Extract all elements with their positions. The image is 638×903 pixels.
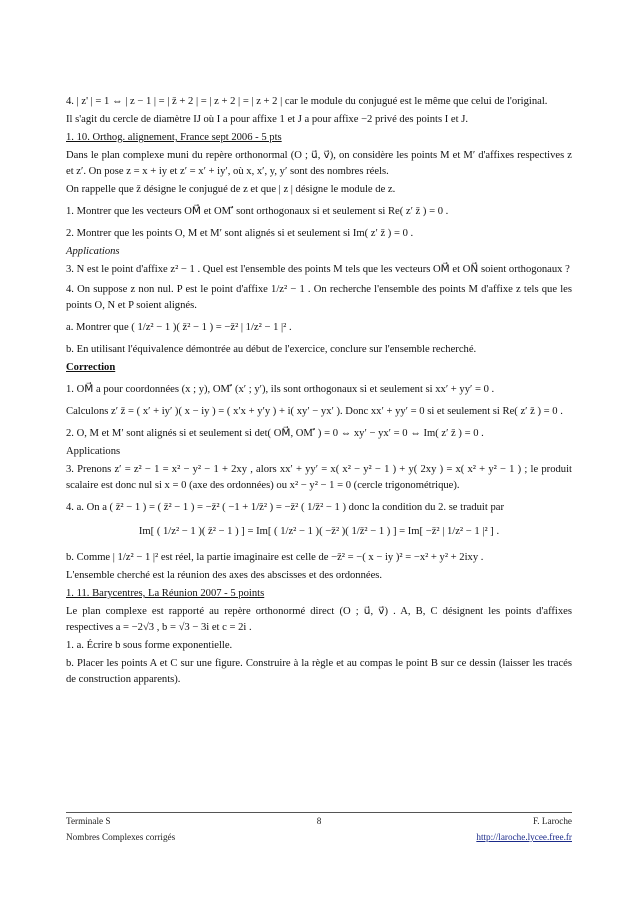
text-line: 4. | z' | = 1 ⇔ | z − 1 | = | z̄ + 2 | = | z + 2 | = | z + 2 | car le module du conjugué est le même que celui de l'original. xyxy=(66,96,548,107)
page-number: 8 xyxy=(316,816,322,826)
text-line: 3. Prenons z′ = z² − 1 = x² − y² − 1 + 2xy , alors xx′ + yy′ = x( x² − y² − 1 ) + y( 2xy ) = x( x² + y² − 1 ) ; le produit scalaire est donc nul si x = 0 (axe des ordonnées) ou x² − y² − 1 = 0 (cercle trigonométrique). xyxy=(66,464,572,491)
text-line: Calculons z′ z̄ = ( x′ + iy′ )( x − iy ) = ( x′x + y′y ) + i( xy′ − yx′ ). Donc xx′ + yy′ = 0 si et seulement si Re( z′ z̄ ) = 0 . xyxy=(66,406,563,417)
text-line: On rappelle que z̄ désigne le conjugué de z et que | z | désigne le module de z. xyxy=(66,184,396,195)
text-line: Il s'agit du cercle de diamètre IJ où I a pour affixe 1 et J a pour affixe −2 privé des points I et J. xyxy=(66,114,468,125)
text-line: 4. a. On a ( z̄² − 1 ) = ( z̄² − 1 ) = −z̄² ( −1 + 1/z̄² ) = −z̄² ( 1/z̄² − 1 ) donc la condition du 2. se traduit par xyxy=(66,502,504,513)
footer-top-row xyxy=(66,816,572,830)
correction-heading: Correction xyxy=(66,362,116,373)
question-line: 1. a. Écrire b sous forme exponentielle. xyxy=(66,640,233,651)
text-line: L'ensemble cherché est la réunion des axes des abscisses et des ordonnées. xyxy=(66,570,383,581)
question-line: 1. Montrer que les vecteurs OM⃗ et OM′⃗ sont orthogonaux si et seulement si Re( z′ z̄ ) = 0 . xyxy=(66,206,449,217)
question-line: a. Montrer que ( 1/z² − 1 )( z̄² − 1 ) = −z̄² | 1/z² − 1 |² . xyxy=(66,322,292,333)
question-line: 2. Montrer que les points O, M et M′ sont alignés si et seulement si Im( z′ z̄ ) = 0 . xyxy=(66,228,414,239)
text-line: Dans le plan complexe muni du repère orthonormal (O ; u⃗, v⃗), on considère les points M et M′ d'affixes respectives z et z′. On pose z = x + iy et z′ = x′ + iy′, où x, x′, y, y′ sont des nombres réels. xyxy=(66,150,572,177)
text-line: b. Comme | 1/z² − 1 |² est réel, la partie imaginaire est celle de −z̄² = −( x − iy )² = −x² + y² + 2ixy . xyxy=(66,552,484,563)
subsection-label: Applications xyxy=(66,446,121,457)
question-line: 4. On suppose z non nul. P est le point d'affixe 1/z² − 1 . On recherche l'ensemble des points M d'affixe z tels que les points O, N et P soient alignés. xyxy=(66,284,572,311)
subsection-label: Applications xyxy=(66,246,120,257)
footer-chapter-title: Nombres Complexes corrigés xyxy=(66,832,176,842)
display-equation: Im[ ( 1/z² − 1 )( z̄² − 1 ) ] = Im[ ( 1/z² − 1 )( −z̄² )( 1/z̄² − 1 ) ] = Im[ −z̄² | 1/z² − 1 |² ] . xyxy=(138,526,500,537)
footer-class-label: Terminale S xyxy=(66,816,111,826)
footer-author: F. Laroche xyxy=(532,816,572,826)
footer-bottom-row xyxy=(66,832,572,846)
footer-divider xyxy=(66,812,572,813)
section-heading: 1. 10. Orthog. alignement, France sept 2006 - 5 pts xyxy=(66,132,282,143)
question-line: b. Placer les points A et C sur une figure. Construire à la règle et au compas le point B sur ce dessin (laisser les tracés de construction apparents). xyxy=(66,658,572,685)
text-line: Le plan complexe est rapporté au repère orthonormé direct (O ; u⃗, v⃗) . A, B, C désignent les points d'affixes respectives a = −2√3 , b = √3 − 3i et c = 2i . xyxy=(66,606,572,633)
footer-website-link[interactable]: http://laroche.lycee.free.fr xyxy=(476,832,572,842)
question-line: 3. N est le point d'affixe z² − 1 . Quel est l'ensemble des points M tels que les vecteurs OM⃗ et ON⃗ soient orthogonaux ? xyxy=(66,264,570,275)
section-heading: 1. 11. Barycentres, La Réunion 2007 - 5 points xyxy=(66,588,265,599)
text-line: 1. OM⃗ a pour coordonnées (x ; y), OM′⃗ (x′ ; y′), ils sont orthogonaux si et seulement si xx′ + yy′ = 0 . xyxy=(66,384,495,395)
text-line: 2. O, M et M′ sont alignés si et seulement si det( OM⃗, OM′⃗ ) = 0 ⇔ xy′ − yx′ = 0 ⇔ Im( z′ z̄ ) = 0 . xyxy=(66,428,484,439)
document-body xyxy=(66,94,572,690)
question-line: b. En utilisant l'équivalence démontrée au début de l'exercice, conclure sur l'ensemble recherché. xyxy=(66,344,477,355)
